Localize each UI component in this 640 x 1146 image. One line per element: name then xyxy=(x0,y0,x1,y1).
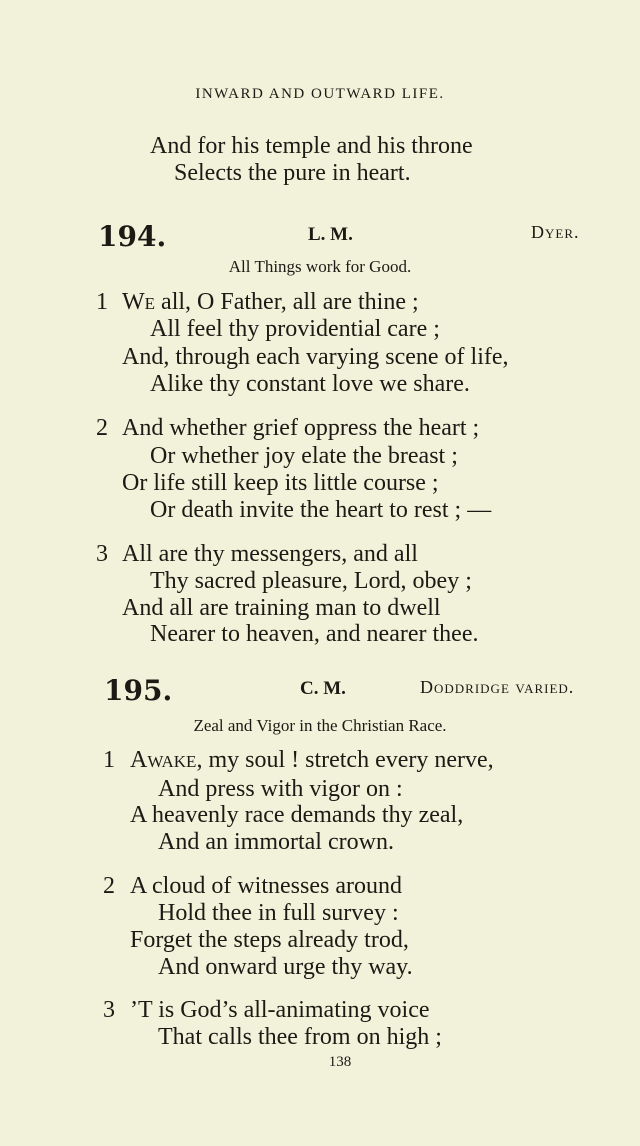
verse-number: 1 xyxy=(96,289,108,315)
carryover-line: And for his temple and his throne xyxy=(150,133,473,159)
verse-line: Forget the steps already trod, xyxy=(130,927,409,953)
verse-number: 3 xyxy=(103,997,115,1023)
verse-line: And onward urge thy way. xyxy=(158,954,413,980)
verse-line: Alike thy constant love we share. xyxy=(150,371,470,397)
hymn-author: Dyer. xyxy=(531,222,580,242)
verse-line: And whether grief oppress the heart ; xyxy=(122,415,480,441)
verse-line-text: all, O Father, all are thine ; xyxy=(155,289,419,315)
verse-number: 3 xyxy=(96,541,108,567)
verse-number: 2 xyxy=(103,873,115,899)
verse-line: And, through each varying scene of life, xyxy=(122,344,509,370)
verse-line xyxy=(130,746,494,774)
page-number: 138 xyxy=(328,1054,352,1070)
verse-line: A cloud of witnesses around xyxy=(130,873,402,899)
hymn-subtitle: All Things work for Good. xyxy=(228,257,412,276)
hymn-subtitle: Zeal and Vigor in the Christian Race. xyxy=(193,716,447,735)
verse-first-word: We xyxy=(122,289,156,315)
verse-line: All are thy messengers, and all xyxy=(122,541,418,567)
carryover-line: Selects the pure in heart. xyxy=(174,160,411,186)
verse-line: Or whether joy elate the breast ; xyxy=(150,443,458,469)
verse-line: Or life still keep its little course ; xyxy=(122,470,439,496)
hymn-author: Doddridge varied. xyxy=(420,677,575,697)
running-head: INWARD AND OUTWARD LIFE. xyxy=(195,86,445,102)
hymn-meter: L. M. xyxy=(308,224,353,245)
verse-number: 2 xyxy=(96,415,108,441)
verse-line-text: , my soul ! stretch every nerve, xyxy=(196,747,494,773)
verse-line: Thy sacred pleasure, Lord, obey ; xyxy=(150,568,472,594)
verse-line: And press with vigor on : xyxy=(158,776,403,802)
verse-line: ’T is God’s all-animating voice xyxy=(130,997,430,1023)
verse-line xyxy=(122,288,419,316)
hymn-meter: C. M. xyxy=(300,678,346,699)
hymn-number: 195. xyxy=(104,674,173,707)
verse-line: Hold thee in full survey : xyxy=(158,900,399,926)
verse-first-word: Awake xyxy=(130,747,197,773)
verse-line: Or death invite the heart to rest ; — xyxy=(150,497,492,523)
verse-line: All feel thy providential care ; xyxy=(150,316,440,342)
verse-number: 1 xyxy=(103,747,115,773)
verse-line: That calls thee from on high ; xyxy=(158,1024,442,1050)
verse-line: And all are training man to dwell xyxy=(122,595,441,621)
verse-line: Nearer to heaven, and nearer thee. xyxy=(150,621,479,647)
verse-line: A heavenly race demands thy zeal, xyxy=(130,802,464,828)
hymn-number: 194. xyxy=(98,220,167,253)
verse-line: And an immortal crown. xyxy=(158,829,394,855)
